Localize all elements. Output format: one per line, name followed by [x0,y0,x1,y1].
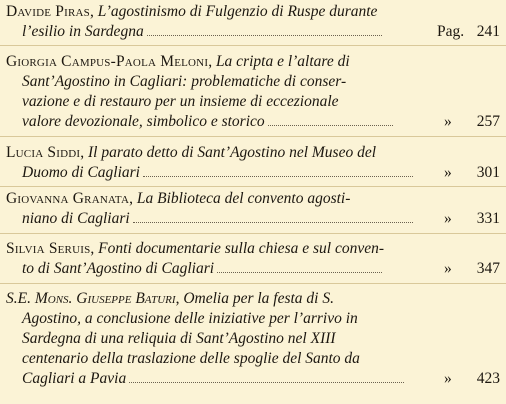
toc-line [0,22,506,42]
toc-entry-baturi [0,289,506,389]
entry-title-line: Omelia per la festa di S. [183,290,334,307]
page-marker: » [444,260,452,277]
entry-author: Giovanna Granata [6,190,130,207]
entry-author: Giorgia Campus-Paola Meloni [6,53,209,70]
page-number: 257 [476,113,500,130]
toc-line [0,209,506,229]
toc-line: Silvia Seruis, Fonti documentarie sulla chiesa e sul conven- [6,240,384,257]
toc-line [0,72,506,92]
toc-line [0,329,506,349]
toc-line: Giorgia Campus-Paola Meloni, La cripta e l’altare di [6,53,350,70]
dot-leader [268,121,393,126]
entry-title-line: Fonti documentarie sulla chiesa e sul conven- [98,240,384,257]
toc-line [0,349,506,369]
entry-author: S.E. Mons. Giuseppe Baturi [6,290,176,307]
toc-line [0,163,506,183]
entry-title-line: L’agostinismo di Fulgenzio di Ruspe durante [97,3,378,20]
dot-leader [129,378,404,383]
entry-title-line: to di Sant’Agostino di Cagliari [22,260,215,277]
entry-title-line: Il parato detto di Sant’Agostino nel Museo del [88,144,377,161]
divider [0,283,506,284]
entry-title-line: Cagliari a Pavia [22,370,127,387]
entry-title-line: Duomo di Cagliari [22,164,140,181]
divider [0,186,506,187]
page-marker: » [444,113,452,130]
toc-entry-piras [0,2,506,42]
toc-line [0,309,506,329]
entry-title-line: La Biblioteca del convento agosti- [136,190,351,207]
page-marker: » [444,210,452,227]
toc-line [0,92,506,112]
toc-line: Davide Piras, L’agostinismo di Fulgenzio di Ruspe durante [6,3,378,20]
entry-title-line: centenario della traslazione delle spoglie del Santo da [22,350,360,367]
dot-leader [143,172,413,177]
toc-entry-seruis [0,239,506,279]
dot-leader [147,31,382,36]
entry-title-line: vazione e di restauro per un insieme di eccezionale [22,93,339,110]
page-marker: » [444,370,452,387]
page-marker: » [444,164,452,181]
entry-author: Davide Piras [6,3,90,20]
toc-entry-campus-meloni [0,52,506,132]
dot-leader [133,218,413,223]
page-number: 241 [476,23,500,40]
toc-line [0,259,506,279]
entry-author: Silvia Seruis [6,240,91,257]
toc-line [0,369,506,389]
entry-title-line: valore devozionale, simbolico e storico [22,113,265,130]
toc-line: S.E. Mons. Giuseppe Baturi, Omelia per la festa di S. [6,290,334,307]
entry-title-line: Sardegna di una reliquia di Sant’Agostino nel XIII [22,330,336,347]
page-number: 331 [476,210,500,227]
entry-title-line: niano di Cagliari [22,210,130,227]
entry-title-line: Agostino, a conclusione delle iniziative per l’arrivo in [22,310,358,327]
page-marker: Pag. [437,23,465,40]
dot-leader [217,268,382,273]
entry-title-line: La cripta e l’altare di [215,53,350,70]
toc-line: Lucia Siddi, Il parato detto di Sant’Agostino nel Museo del [6,144,377,161]
toc-line [0,112,506,132]
entry-author: Lucia Siddi [6,144,81,161]
divider [0,45,506,46]
page-number: 301 [476,164,500,181]
page-number: 423 [476,370,500,387]
divider [0,136,506,137]
toc-entry-granata [0,189,506,229]
divider [0,233,506,234]
toc-line: Giovanna Granata, La Biblioteca del convento agosti- [6,190,351,207]
toc-entry-siddi [0,143,506,183]
page-number: 347 [476,260,500,277]
entry-title-line: l’esilio in Sardegna [22,23,144,40]
entry-title-line: Sant’Agostino in Cagliari: problematiche di conser- [22,73,347,90]
